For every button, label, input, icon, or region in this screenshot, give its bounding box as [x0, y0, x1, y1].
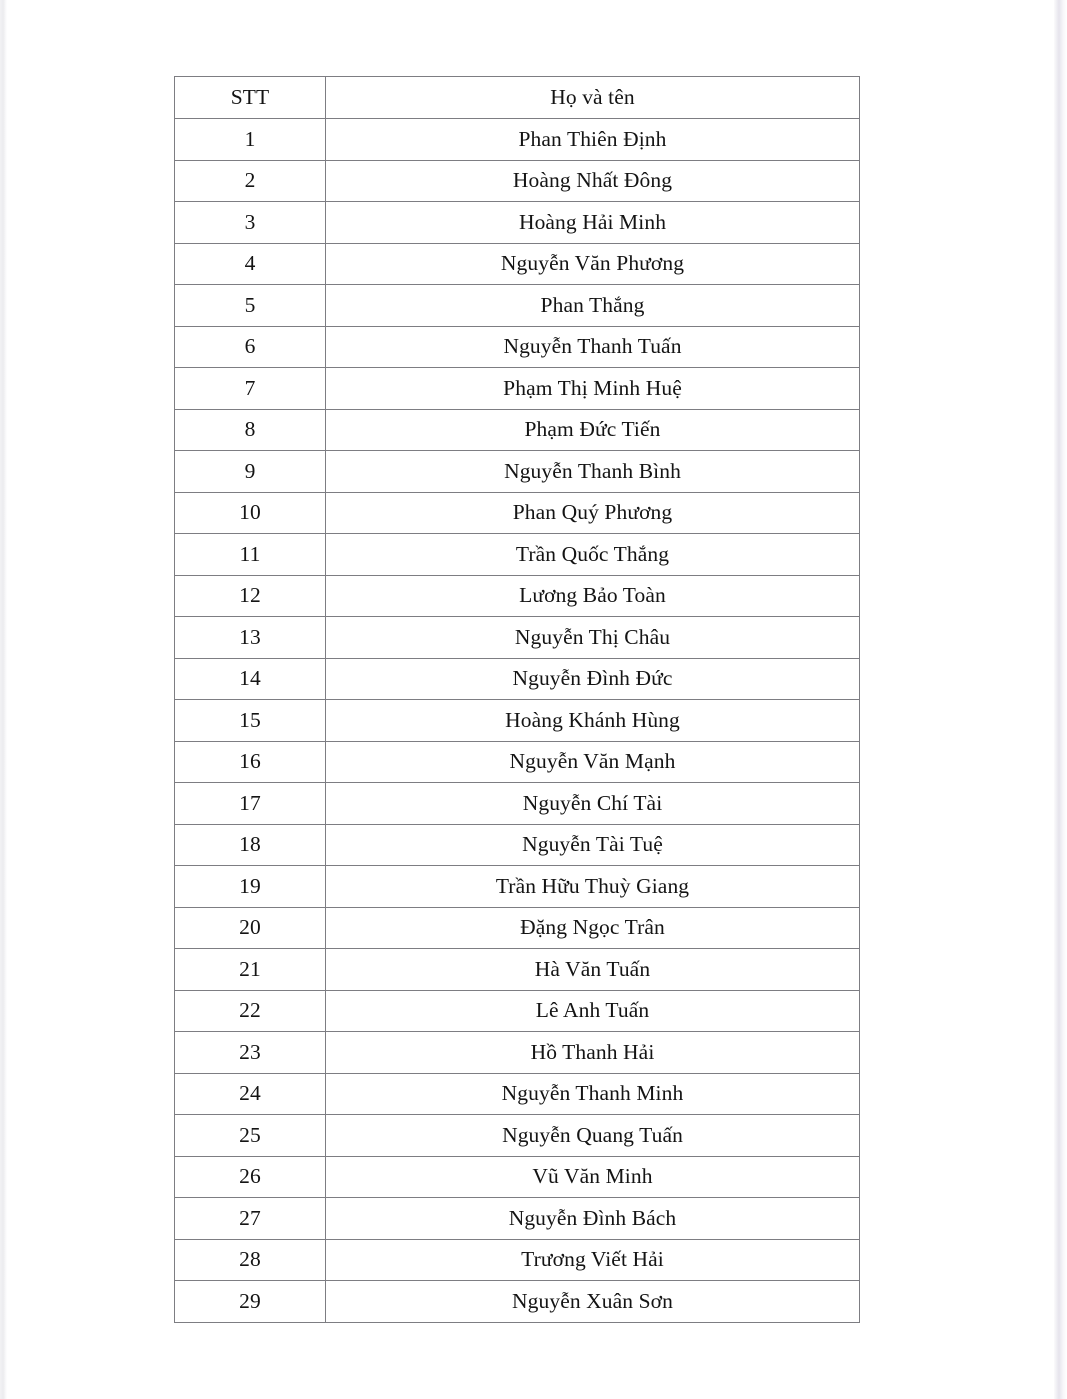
table-row: [175, 575, 860, 617]
table-row: [175, 1156, 860, 1198]
cell-full-name: Nguyễn Đình Đức: [326, 658, 860, 700]
table-row: [175, 700, 860, 742]
cell-stt: 17: [175, 783, 326, 825]
table-row: [175, 866, 860, 908]
cell-full-name: Nguyễn Tài Tuệ: [326, 824, 860, 866]
table-row: [175, 326, 860, 368]
cell-full-name: Hoàng Nhất Đông: [326, 160, 860, 202]
cell-stt: 1: [175, 119, 326, 161]
cell-full-name: Nguyễn Thanh Tuấn: [326, 326, 860, 368]
table-row: [175, 1073, 860, 1115]
cell-full-name: Phạm Đức Tiến: [326, 409, 860, 451]
cell-full-name: Đặng Ngọc Trân: [326, 907, 860, 949]
cell-stt: 3: [175, 202, 326, 244]
cell-stt: 27: [175, 1198, 326, 1240]
cell-full-name: Nguyễn Văn Mạnh: [326, 741, 860, 783]
table-row: [175, 1032, 860, 1074]
table-row: [175, 243, 860, 285]
cell-stt: 16: [175, 741, 326, 783]
cell-stt: 22: [175, 990, 326, 1032]
table-row: [175, 1239, 860, 1281]
table-row: [175, 824, 860, 866]
cell-full-name: Hoàng Hải Minh: [326, 202, 860, 244]
table-header-row: [175, 77, 860, 119]
table-row: [175, 409, 860, 451]
cell-stt: 23: [175, 1032, 326, 1074]
cell-stt: 12: [175, 575, 326, 617]
cell-stt: 20: [175, 907, 326, 949]
cell-full-name: Lương Bảo Toàn: [326, 575, 860, 617]
cell-stt: 28: [175, 1239, 326, 1281]
cell-full-name: Nguyễn Thanh Minh: [326, 1073, 860, 1115]
cell-stt: 26: [175, 1156, 326, 1198]
cell-stt: 8: [175, 409, 326, 451]
cell-stt: 4: [175, 243, 326, 285]
cell-full-name: Phan Thắng: [326, 285, 860, 327]
table-row: [175, 160, 860, 202]
column-header-stt: [175, 77, 326, 119]
table-row: [175, 1198, 860, 1240]
cell-stt: 6: [175, 326, 326, 368]
cell-stt: 5: [175, 285, 326, 327]
cell-stt: 2: [175, 160, 326, 202]
table-row: [175, 617, 860, 659]
roster-table-body: [175, 77, 860, 1323]
cell-stt: 10: [175, 492, 326, 534]
cell-full-name: Nguyễn Thị Châu: [326, 617, 860, 659]
cell-stt: 14: [175, 658, 326, 700]
table-row: [175, 949, 860, 991]
cell-full-name: Nguyễn Văn Phương: [326, 243, 860, 285]
table-row: [175, 658, 860, 700]
cell-stt: 18: [175, 824, 326, 866]
table-row: [175, 1281, 860, 1323]
table-row: [175, 119, 860, 161]
cell-full-name: Phan Thiên Định: [326, 119, 860, 161]
cell-full-name: Trần Hữu Thuỳ Giang: [326, 866, 860, 908]
table-row: [175, 285, 860, 327]
cell-full-name: Vũ Văn Minh: [326, 1156, 860, 1198]
column-header-name: [326, 77, 860, 119]
cell-stt: 19: [175, 866, 326, 908]
cell-stt: 24: [175, 1073, 326, 1115]
cell-full-name: Nguyễn Quang Tuấn: [326, 1115, 860, 1157]
table-row: [175, 741, 860, 783]
cell-full-name: Trần Quốc Thắng: [326, 534, 860, 576]
cell-full-name: Phan Quý Phương: [326, 492, 860, 534]
cell-stt: 7: [175, 368, 326, 410]
table-row: [175, 492, 860, 534]
cell-full-name: Lê Anh Tuấn: [326, 990, 860, 1032]
cell-stt: 13: [175, 617, 326, 659]
cell-full-name: Hà Văn Tuấn: [326, 949, 860, 991]
column-header-name-label: Họ và tên: [550, 85, 635, 110]
table-row: [175, 907, 860, 949]
table-row: [175, 202, 860, 244]
cell-full-name: Nguyễn Chí Tài: [326, 783, 860, 825]
cell-stt: 21: [175, 949, 326, 991]
roster-table: [174, 76, 860, 1323]
cell-full-name: Phạm Thị Minh Huệ: [326, 368, 860, 410]
cell-full-name: Hoàng Khánh Hùng: [326, 700, 860, 742]
cell-full-name: Hồ Thanh Hải: [326, 1032, 860, 1074]
cell-full-name: Trương Viết Hải: [326, 1239, 860, 1281]
table-row: [175, 783, 860, 825]
table-row: [175, 990, 860, 1032]
column-header-stt-label: STT: [230, 85, 270, 110]
table-row: [175, 534, 860, 576]
cell-full-name: Nguyễn Đình Bách: [326, 1198, 860, 1240]
table-row: [175, 368, 860, 410]
cell-stt: 11: [175, 534, 326, 576]
table-row: [175, 451, 860, 493]
cell-stt: 15: [175, 700, 326, 742]
cell-full-name: Nguyễn Xuân Sơn: [326, 1281, 860, 1323]
cell-stt: 29: [175, 1281, 326, 1323]
cell-full-name: Nguyễn Thanh Bình: [326, 451, 860, 493]
table-row: [175, 1115, 860, 1157]
cell-stt: 25: [175, 1115, 326, 1157]
cell-stt: 9: [175, 451, 326, 493]
